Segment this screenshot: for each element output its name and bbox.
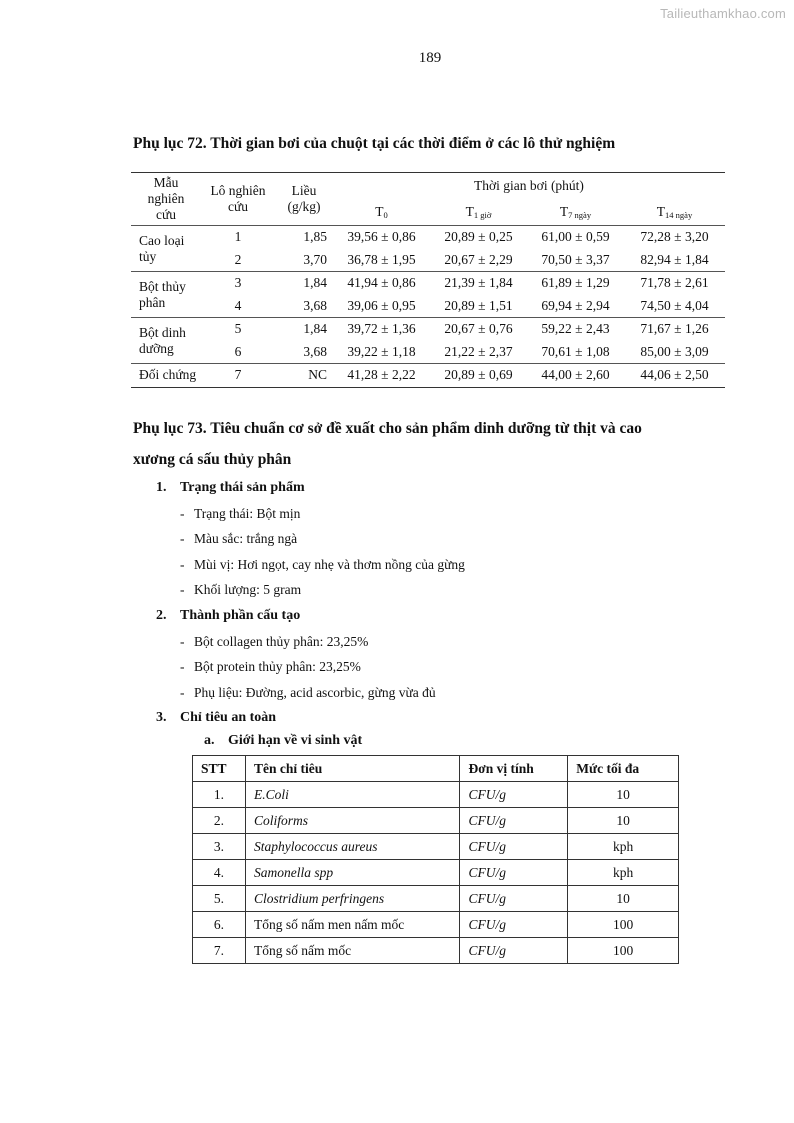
table-row: [193, 860, 679, 886]
appendix-72-title: Phụ lục 72. Thời gian bơi của chuột tại các thời điểm ở các lô thử nghiệm: [133, 135, 616, 152]
bullet-text: Mùi vị: Hơi ngọt, cay nhẹ và thơm nồng của gừng: [194, 556, 465, 572]
value-t1: 20,89 ± 0,25: [430, 226, 527, 249]
max-cell: 10: [568, 782, 679, 808]
header-row: [193, 756, 679, 782]
section-number: 1.: [156, 480, 167, 495]
max-cell: kph: [568, 834, 679, 860]
table-row: [131, 318, 725, 341]
value-t1: 20,89 ± 1,51: [444, 297, 513, 313]
table-row: [193, 938, 679, 964]
bullet-text: Bột protein thủy phân: 23,25%: [194, 659, 361, 675]
table-row: [193, 912, 679, 938]
bullet-dash: -: [180, 505, 185, 521]
max-cell: kph: [568, 860, 679, 886]
header-time-0: [333, 199, 430, 226]
header-lot: [201, 173, 275, 226]
time-symbol: T: [465, 204, 474, 219]
value-t0: 39,72 ± 1,36: [333, 318, 430, 341]
indicator-cell: Staphylococcus aureus: [245, 834, 460, 860]
header-cell-3: Mức tối đa: [568, 756, 679, 782]
stt-cell: 5.: [193, 886, 246, 912]
bullet-item: [180, 582, 301, 598]
max-cell: 10: [568, 886, 679, 912]
time-subscript: 14 ngày: [665, 210, 693, 220]
group-name: [131, 272, 201, 318]
bullet-dash: -: [180, 582, 185, 598]
indicator-cell: Clostridium perfringens: [245, 886, 460, 912]
bullet-dash: -: [180, 684, 185, 700]
header-time-2: [527, 199, 624, 226]
indicator-cell: E.Coli: [245, 782, 460, 808]
table-row: [131, 272, 725, 295]
section-number: 2.: [156, 608, 167, 623]
header-lot-line: Lô nghiên: [210, 183, 266, 198]
unit-cell: CFU/g: [460, 834, 568, 860]
value-t14: 71,78 ± 2,61: [624, 272, 725, 295]
stt-cell: 6.: [193, 912, 246, 938]
unit-cell: CFU/g: [460, 782, 568, 808]
dose-cell: 1,84: [275, 272, 333, 295]
bullet-text: Màu sắc: trắng ngà: [194, 531, 298, 547]
bullet-text: Khối lượng: 5 gram: [194, 582, 302, 598]
header-sample-line: nghiên: [147, 191, 185, 206]
indicator-cell: Coliforms: [245, 808, 460, 834]
stt-cell: 2.: [193, 808, 246, 834]
value-t7: 70,50 ± 3,37: [541, 251, 610, 267]
value-t1: 21,22 ± 2,37: [444, 343, 513, 359]
section-2: [156, 608, 300, 624]
dose-cell: 3,68: [303, 343, 327, 359]
section-title: Chỉ tiêu an toàn: [180, 710, 277, 726]
value-t0: 39,22 ± 1,18: [347, 343, 416, 359]
bullet-item: [180, 685, 436, 701]
lot-cell: 6: [234, 343, 242, 359]
bullet-item: [180, 634, 368, 650]
section-title: Thành phần cấu tạo: [180, 608, 301, 623]
bullet-dash: -: [180, 633, 185, 649]
appendix-73-title-line1: Phụ lục 73. Tiêu chuẩn cơ sở đề xuất cho sản phẩm dinh dưỡng từ thịt và cao: [133, 420, 642, 437]
bullet-dash: -: [180, 659, 185, 675]
time-symbol: T: [559, 204, 569, 219]
stt-cell: 4.: [193, 860, 246, 886]
value-t14: 71,67 ± 1,26: [624, 318, 725, 341]
bullet-item: [180, 506, 300, 522]
subsection-a-number: a.: [204, 733, 215, 748]
max-cell: 100: [568, 938, 679, 964]
value-t1: 20,89 ± 0,69: [430, 364, 527, 388]
value-t7: 61,89 ± 1,29: [527, 272, 624, 295]
table-row: [193, 808, 679, 834]
section-title: Trạng thái sản phẩm: [180, 480, 305, 495]
time-subscript: 1 giờ: [473, 210, 492, 220]
header-time-1: [430, 199, 527, 226]
group-name-line: dưỡng: [139, 340, 174, 356]
bullet-text: Bột collagen thủy phân: 23,25%: [194, 633, 369, 649]
bullet-item: [180, 557, 465, 573]
value-t14: 72,28 ± 3,20: [624, 226, 725, 249]
value-t14: 85,00 ± 3,09: [640, 343, 709, 359]
time-subscript: 0: [383, 210, 388, 220]
table-row: [131, 226, 725, 249]
stt-cell: 3.: [193, 834, 246, 860]
page-number: 189: [418, 50, 442, 66]
dose-cell: 3,70: [303, 251, 327, 267]
header-swim-time: Thời gian bơi (phút): [333, 173, 725, 200]
table-row: [131, 295, 725, 318]
unit-cell: CFU/g: [460, 808, 568, 834]
header-dose-line: (g/kg): [287, 199, 321, 214]
table-row: [131, 249, 725, 272]
value-t1: 20,67 ± 0,76: [430, 318, 527, 341]
subsection-a-title: Giới hạn về vi sinh vật: [228, 733, 363, 748]
indicator-cell: Samonella spp: [245, 860, 460, 886]
value-t7: 69,94 ± 2,94: [541, 297, 610, 313]
table-row: [193, 834, 679, 860]
group-name-line: Bột dinh: [139, 324, 186, 340]
indicator-cell: Tổng số nấm men nấm mốc: [245, 912, 460, 938]
header-sample-line: Mẫu: [153, 175, 179, 190]
value-t0: 41,94 ± 0,86: [333, 272, 430, 295]
value-t1: 21,39 ± 1,84: [430, 272, 527, 295]
value-t14: 74,50 ± 4,04: [640, 297, 709, 313]
table-row: [131, 341, 725, 364]
value-t0: 39,06 ± 0,95: [347, 297, 416, 313]
section-1: [156, 480, 305, 496]
subsection-a: [204, 733, 362, 749]
dose-cell: 1,84: [275, 318, 333, 341]
bullet-dash: -: [180, 531, 185, 547]
time-symbol: T: [656, 204, 666, 219]
value-t0: 39,56 ± 0,86: [333, 226, 430, 249]
table-row: [193, 886, 679, 912]
header-cell-1: Tên chỉ tiêu: [245, 756, 460, 782]
time-subscript: 7 ngày: [568, 210, 592, 220]
microbiology-limits-table: [192, 755, 679, 964]
table-row: [193, 782, 679, 808]
section-3: [156, 710, 276, 726]
unit-cell: CFU/g: [460, 886, 568, 912]
value-t0: 36,78 ± 1,95: [347, 251, 416, 267]
lot-cell: 5: [201, 318, 275, 341]
bullet-text: Trạng thái: Bột mịn: [194, 505, 301, 521]
value-t7: 44,00 ± 2,60: [527, 364, 624, 388]
group-name: [131, 226, 201, 272]
bullet-dash: -: [180, 556, 185, 572]
value-t1: 20,67 ± 2,29: [444, 251, 513, 267]
dose-cell: 3,68: [303, 297, 327, 313]
value-t14: 82,94 ± 1,84: [640, 251, 709, 267]
value-t7: 59,22 ± 2,43: [527, 318, 624, 341]
lot-cell: 2: [234, 251, 242, 267]
table-row: [131, 364, 725, 388]
value-t7: 61,00 ± 0,59: [527, 226, 624, 249]
bullet-item: [180, 531, 297, 547]
stt-cell: 7.: [193, 938, 246, 964]
watermark: Tailieuthamkhao.com: [660, 6, 786, 21]
stt-cell: 1.: [193, 782, 246, 808]
section-number: 3.: [156, 710, 167, 726]
header-cell-0: STT: [193, 756, 246, 782]
lot-cell: 1: [201, 226, 275, 249]
value-t14: 44,06 ± 2,50: [624, 364, 725, 388]
dose-cell: 1,85: [275, 226, 333, 249]
value-t0: 41,28 ± 2,22: [333, 364, 430, 388]
header-sample-line: cứu: [155, 207, 177, 222]
group-name: [131, 318, 201, 364]
header-time-3: [624, 199, 725, 226]
lot-cell: 7: [201, 364, 275, 388]
bullet-text: Phụ liệu: Đường, acid ascorbic, gừng vừa đủ: [194, 684, 436, 700]
max-cell: 10: [568, 808, 679, 834]
unit-cell: CFU/g: [460, 860, 568, 886]
appendix-73-title-line2: xương cá sấu thủy phân: [133, 451, 292, 468]
group-name-line: Bột thủy: [139, 278, 186, 294]
lot-cell: 3: [201, 272, 275, 295]
value-t7: 70,61 ± 1,08: [541, 343, 610, 359]
max-cell: 100: [568, 912, 679, 938]
header-sample: [131, 173, 201, 226]
group-name: [131, 364, 201, 388]
header-cell-2: Đơn vị tính: [460, 756, 568, 782]
lot-cell: 4: [234, 297, 242, 313]
unit-cell: CFU/g: [460, 938, 568, 964]
group-name-line: Đối chứng: [139, 367, 197, 383]
header-row: [131, 173, 725, 200]
indicator-cell: Tổng số nấm mốc: [245, 938, 460, 964]
unit-cell: CFU/g: [460, 912, 568, 938]
header-dose-line: Liều: [291, 183, 317, 198]
group-name-line: phân: [139, 294, 166, 310]
dose-cell: NC: [275, 364, 333, 388]
header-lot-line: cứu: [227, 199, 249, 214]
time-symbol: T: [375, 204, 384, 219]
swim-time-table: [131, 172, 725, 388]
group-name-line: Cao loại tủy: [139, 232, 185, 264]
header-dose: [275, 173, 333, 226]
bullet-item: [180, 659, 361, 675]
